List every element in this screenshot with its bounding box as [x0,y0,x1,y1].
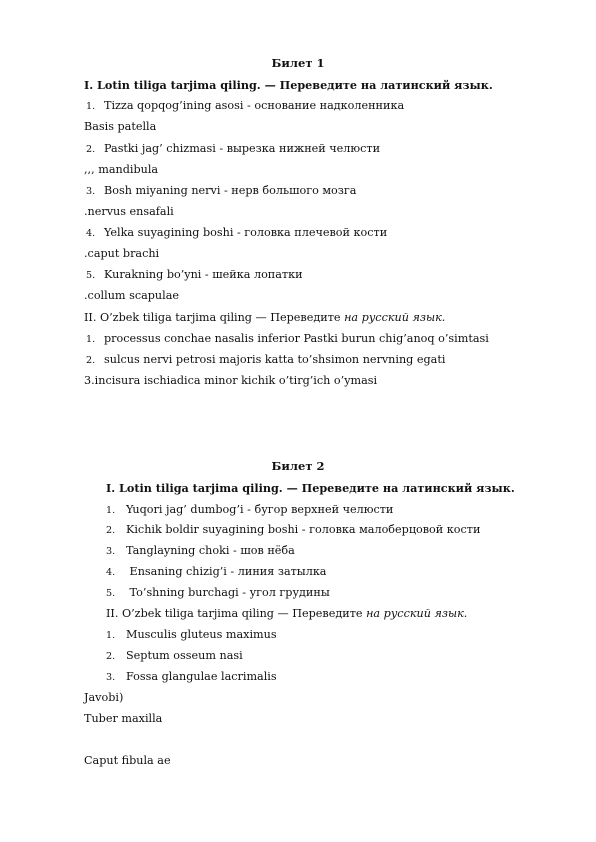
list-item: 2. Septum osseum nasi [106,649,243,662]
list-item: 4. Yelka suyagining boshi - головка плечевой кости [86,226,388,239]
ticket-2-heading: I. Lotin tiliga tarjima qiling. — Переведите на латинский язык. [106,481,515,495]
ticket-1-title: Билет 1 [271,56,325,70]
answer-text: .caput brachi [84,247,160,260]
list-item: 2. sulcus nervi petrosi majoris katta to’shsimon nervning egati [86,353,446,366]
ticket-1-heading: I. Lotin tiliga tarjima qiling. — Переведите на латинский язык. [84,78,493,92]
list-item: 3. Tanglayning choki - шов нёба [106,544,295,557]
list-item: 2. Pastki jag’ chizmasi - вырезка нижней челюсти [86,142,381,155]
list-item: 3. Bosh miyaning nervi - нерв большого мозга [86,184,357,197]
list-item: 2. Kichik boldir suyagining boshi - головка малоберцовой кости [106,523,481,536]
answer-text: .nervus ensafali [84,205,174,218]
list-item: 1. Tizza qopqog’ining asosi - основание надколенника [86,99,405,112]
list-item: 4. Ensaning chizig’i - линия затылка [106,565,327,578]
answer-text: Tuber maxilla [84,712,163,725]
list-item: 3. Fossa glangulae lacrimalis [106,670,277,683]
list-item: 1. processus conchae nasalis inferior Pastki burun chig’anoq o’simtasi [86,332,489,345]
answer-text: .collum scapulae [84,289,179,302]
list-item: 3.incisura ischiadica minor kichik o’tirg’ich o’ymasi [84,374,378,387]
answer-text: Basis patella [84,120,157,133]
ticket-1-part2-heading: II. O’zbek tiliga tarjima qiling — Переведите на русский язык. [84,311,446,324]
list-item: 1. Yuqori jag’ dumbog’i - бугор верхней челюсти [106,503,394,516]
answers-label: Javobi) [84,691,124,704]
list-item: 5. To’shning burchagi - угол грудины [106,586,330,599]
list-item: 5. Kurakning bo’yni - шейка лопатки [86,268,303,281]
ticket-2-title: Билет 2 [271,459,325,473]
answer-text: ,,, mandibula [84,163,159,176]
ticket-2-part2-heading: II. O’zbek tiliga tarjima qiling — Переведите на русский язык. [106,607,468,620]
answer-text: Caput fibula ae [84,754,171,767]
list-item: 1. Musculis gluteus maximus [106,628,277,641]
